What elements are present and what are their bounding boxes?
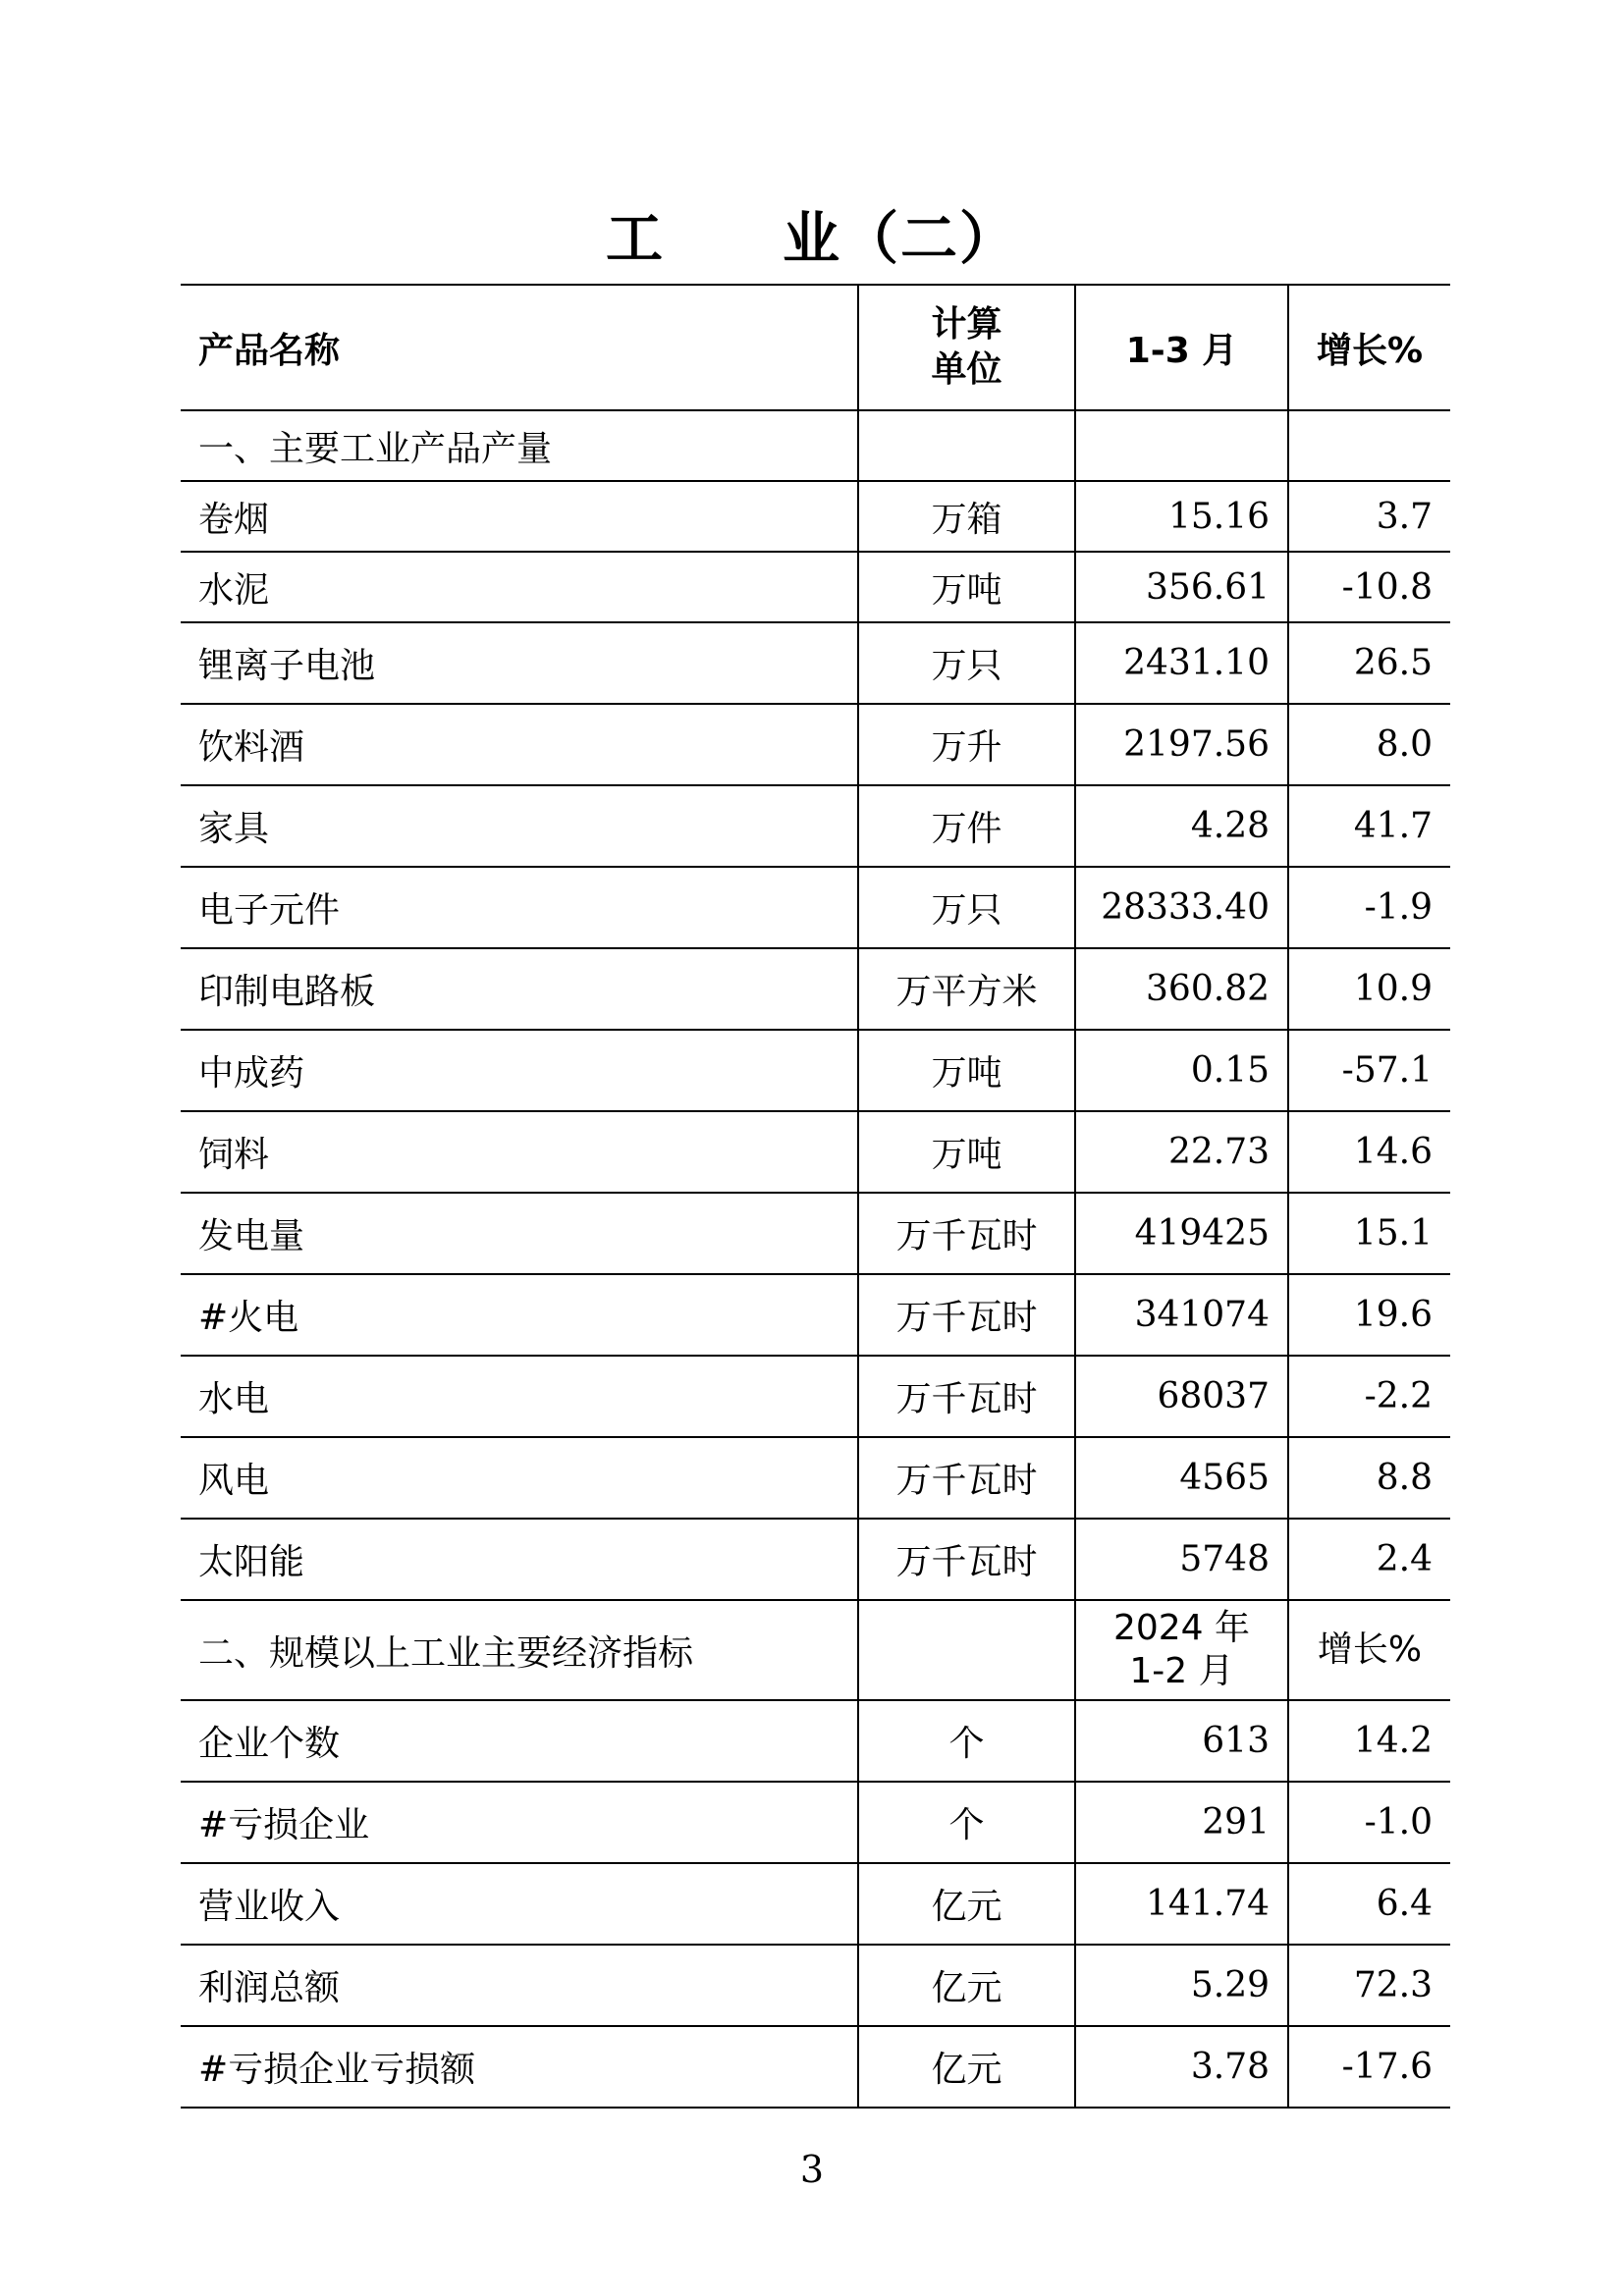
row-value: 356.61: [1075, 552, 1288, 622]
section2-period: [1075, 1600, 1288, 1700]
page-title: [0, 204, 1624, 273]
row-unit: 万千瓦时: [858, 1356, 1075, 1437]
row-growth: -10.8: [1288, 552, 1450, 622]
row-unit: 万箱: [858, 481, 1075, 552]
row-value: 28333.40: [1075, 867, 1288, 948]
table-row: [181, 1519, 1450, 1600]
row-name: 饮料酒: [181, 704, 858, 785]
table-row: [181, 1863, 1450, 1945]
row-value: 15.16: [1075, 481, 1288, 552]
row-unit: 万升: [858, 704, 1075, 785]
row-growth: 41.7: [1288, 785, 1450, 867]
table-row: [181, 1111, 1450, 1193]
row-name: 风电: [181, 1437, 858, 1519]
header-unit-line1: 计算: [931, 304, 1002, 345]
row-name: 中成药: [181, 1030, 858, 1111]
row-unit: 万吨: [858, 1111, 1075, 1193]
row-growth: 6.4: [1288, 1863, 1450, 1945]
table-header-row: [181, 285, 1450, 410]
section2-period-line1: 2024 年: [1112, 1608, 1251, 1648]
row-unit: 万只: [858, 867, 1075, 948]
row-value: 419425: [1075, 1193, 1288, 1274]
table-row: [181, 948, 1450, 1030]
row-growth: -1.9: [1288, 867, 1450, 948]
row-name: 太阳能: [181, 1519, 858, 1600]
row-unit: 万千瓦时: [858, 1437, 1075, 1519]
row-growth: 15.1: [1288, 1193, 1450, 1274]
table-row: [181, 1193, 1450, 1274]
row-growth: 8.0: [1288, 704, 1450, 785]
row-value: 68037: [1075, 1356, 1288, 1437]
row-growth: 2.4: [1288, 1519, 1450, 1600]
row-name: 锂离子电池: [181, 622, 858, 704]
row-value: 4565: [1075, 1437, 1288, 1519]
row-unit: 亿元: [858, 1863, 1075, 1945]
row-value: 5.29: [1075, 1945, 1288, 2026]
table-row: [181, 785, 1450, 867]
row-name: #亏损企业: [181, 1782, 858, 1863]
row-value: 291: [1075, 1782, 1288, 1863]
table-row: [181, 1356, 1450, 1437]
row-unit: 万千瓦时: [858, 1519, 1075, 1600]
header-unit-line2: 单位: [931, 349, 1002, 390]
row-name: #火电: [181, 1274, 858, 1356]
row-name: 饲料: [181, 1111, 858, 1193]
section-header-row: [181, 410, 1450, 481]
row-value: 341074: [1075, 1274, 1288, 1356]
header-growth: 增长%: [1288, 285, 1450, 410]
section-header-row: [181, 1600, 1450, 1700]
row-name: 水泥: [181, 552, 858, 622]
row-growth: -17.6: [1288, 2026, 1450, 2108]
row-unit: 亿元: [858, 1945, 1075, 2026]
row-growth: 14.2: [1288, 1700, 1450, 1782]
row-name: 卷烟: [181, 481, 858, 552]
page-number: 3: [799, 2148, 825, 2191]
section2-growth-header: 增长%: [1288, 1600, 1450, 1700]
row-value: 5748: [1075, 1519, 1288, 1600]
row-growth: 3.7: [1288, 481, 1450, 552]
table-row: [181, 481, 1450, 552]
row-growth: -1.0: [1288, 1782, 1450, 1863]
row-name: 电子元件: [181, 867, 858, 948]
row-value: 2197.56: [1075, 704, 1288, 785]
table-row: [181, 2026, 1450, 2108]
row-growth: 8.8: [1288, 1437, 1450, 1519]
row-unit: 万吨: [858, 552, 1075, 622]
row-name: 利润总额: [181, 1945, 858, 2026]
section2-period-line2: 1-2 月: [1129, 1651, 1234, 1691]
row-growth: 19.6: [1288, 1274, 1450, 1356]
row-growth: 26.5: [1288, 622, 1450, 704]
table-row: [181, 622, 1450, 704]
table-row: [181, 704, 1450, 785]
row-value: 3.78: [1075, 2026, 1288, 2108]
page-title-part2: 业（二）: [783, 205, 1019, 272]
row-growth: 14.6: [1288, 1111, 1450, 1193]
row-growth: 10.9: [1288, 948, 1450, 1030]
row-unit: 万只: [858, 622, 1075, 704]
row-value: 2431.10: [1075, 622, 1288, 704]
header-product-name: 产品名称: [181, 285, 858, 410]
row-growth: -57.1: [1288, 1030, 1450, 1111]
table-row: [181, 552, 1450, 622]
row-unit: 个: [858, 1782, 1075, 1863]
row-name: 企业个数: [181, 1700, 858, 1782]
table-row: [181, 1782, 1450, 1863]
row-value: 360.82: [1075, 948, 1288, 1030]
row-unit: 亿元: [858, 2026, 1075, 2108]
row-unit: 万千瓦时: [858, 1193, 1075, 1274]
row-unit: 万平方米: [858, 948, 1075, 1030]
row-growth: 72.3: [1288, 1945, 1450, 2026]
row-name: 家具: [181, 785, 858, 867]
row-name: 水电: [181, 1356, 858, 1437]
row-name: 印制电路板: [181, 948, 858, 1030]
table-row: [181, 1945, 1450, 2026]
row-unit: 个: [858, 1700, 1075, 1782]
header-unit: [858, 285, 1075, 410]
table-row: [181, 1437, 1450, 1519]
header-period: 1-3 月: [1075, 285, 1288, 410]
section1-label: 一、主要工业产品产量: [181, 410, 858, 481]
industry-statistics-table: [181, 284, 1450, 2109]
table-row: [181, 1030, 1450, 1111]
table-row: [181, 867, 1450, 948]
row-name: 营业收入: [181, 1863, 858, 1945]
section2-label: 二、规模以上工业主要经济指标: [181, 1600, 858, 1700]
row-unit: 万件: [858, 785, 1075, 867]
row-value: 0.15: [1075, 1030, 1288, 1111]
row-unit: 万吨: [858, 1030, 1075, 1111]
row-growth: -2.2: [1288, 1356, 1450, 1437]
table-row: [181, 1700, 1450, 1782]
row-value: 613: [1075, 1700, 1288, 1782]
row-value: 141.74: [1075, 1863, 1288, 1945]
page-title-part1: 工: [605, 205, 665, 272]
row-name: #亏损企业亏损额: [181, 2026, 858, 2108]
row-unit: 万千瓦时: [858, 1274, 1075, 1356]
row-name: 发电量: [181, 1193, 858, 1274]
row-value: 22.73: [1075, 1111, 1288, 1193]
table-row: [181, 1274, 1450, 1356]
row-value: 4.28: [1075, 785, 1288, 867]
